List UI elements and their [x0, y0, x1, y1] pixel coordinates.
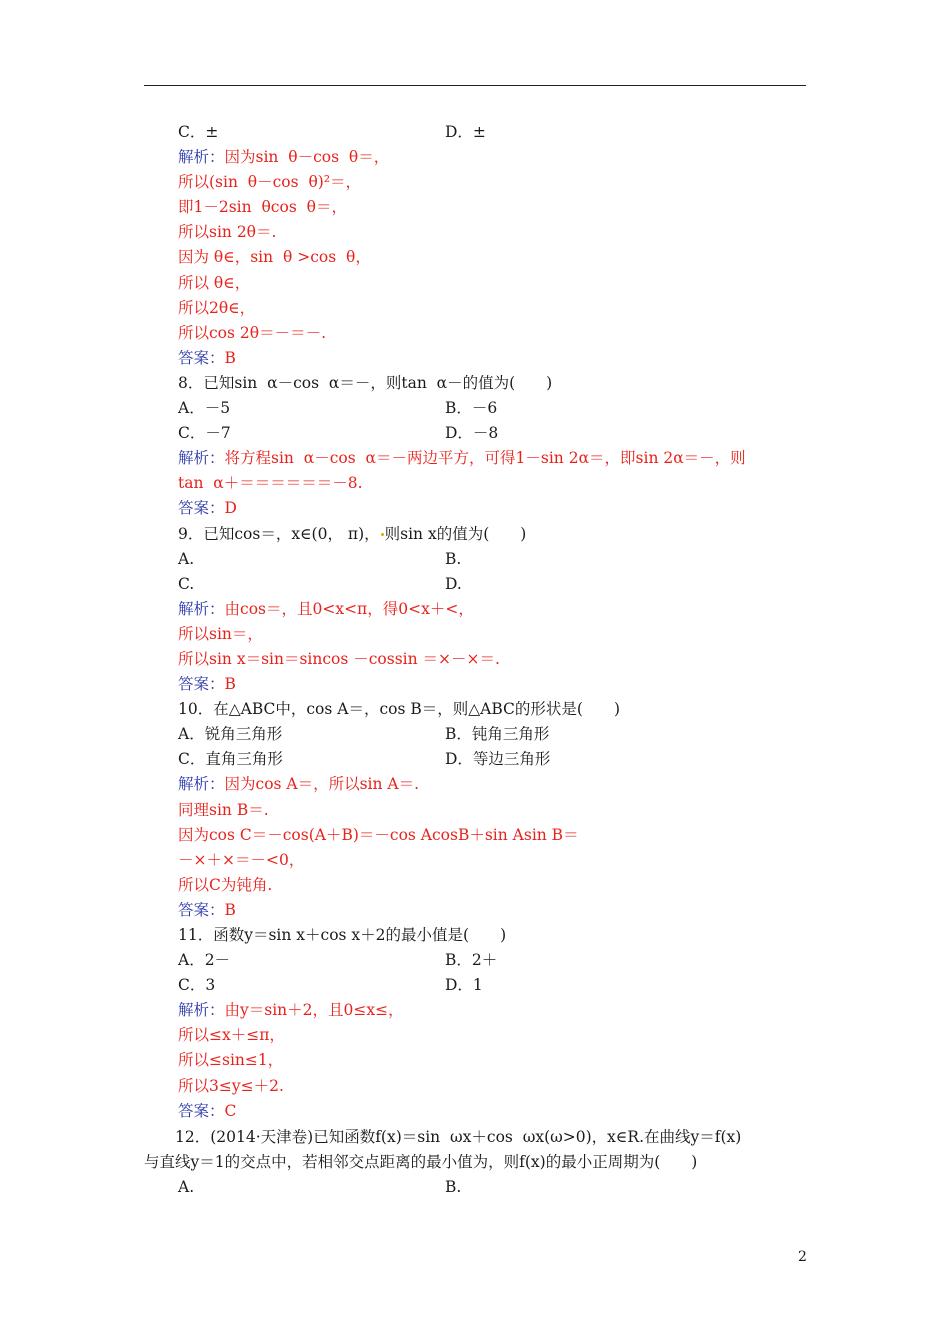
- solution-text: 由y＝sin＋2，且0≤x≤，: [224, 1001, 404, 1020]
- q10-stem: 10．在△ABC中，cos A＝，cos B＝，则△ABC的形状是( ): [178, 700, 620, 719]
- q10-answer: [178, 898, 818, 923]
- page-content: [178, 120, 818, 1124]
- answer-label: 答案：: [178, 499, 225, 518]
- q12-option-b: B.: [445, 1178, 462, 1197]
- q9-stem-part-b: 则sin x的值为( ): [384, 524, 527, 543]
- q12-stem-line-1: 12．(2014·天津卷)已知函数f(x)＝sin ωx＋cos ωx(ω>0)，x∈R.在曲线y＝f(x): [144, 1128, 742, 1146]
- solution-text: 将方程sin α－cos α＝－两边平方，可得1－sin 2α＝，即sin 2α＝－，则: [224, 449, 746, 468]
- solution-text: 所以cos 2θ＝－＝－.: [178, 323, 327, 342]
- solution-text: 所以 θ∈，: [178, 273, 251, 292]
- solution-text: 所以≤sin≤1，: [178, 1051, 284, 1070]
- q11-stem: 11．函数y＝sin x＋cos x＋2的最小值是( ): [178, 926, 507, 944]
- answer-value: B: [224, 900, 236, 919]
- q9-answer: [178, 672, 818, 697]
- solution-text: 因为sin θ－cos θ＝，: [224, 148, 390, 167]
- q12-option-a: A.: [178, 1178, 195, 1197]
- answer-value: B: [224, 348, 236, 367]
- q11-option-b: B．2＋: [445, 951, 498, 970]
- solution-text: 因为 θ∈，sin θ >cos θ，: [178, 248, 371, 267]
- q10-option-a: A．锐角三角形: [178, 725, 283, 744]
- q9-options-ab: [178, 547, 818, 572]
- solution-text: 因为cos C＝－cos(A＋B)＝－cos AcosB＋sin Asin B＝: [178, 825, 579, 844]
- q9-option-d: D.: [445, 574, 462, 593]
- solution-text: tan α＋＝＝＝＝＝＝－8.: [178, 474, 363, 493]
- q8-stem: 8．已知sin α－cos α＝－，则tan α－的值为( ): [178, 373, 553, 392]
- answer-value: B: [224, 675, 236, 694]
- solution-text: 即1－2sin θcos θ＝，: [178, 198, 347, 217]
- q10-options-ab: [178, 722, 818, 747]
- q8-solution-line: [178, 446, 818, 471]
- q9-options-cd: [178, 572, 818, 597]
- solution-label: 解析：: [178, 1001, 225, 1020]
- q11-answer: [178, 1099, 818, 1124]
- q7-answer: [178, 346, 818, 371]
- q10-option-c: C．直角三角形: [178, 750, 283, 769]
- answer-label: 答案：: [178, 1101, 225, 1120]
- solution-text: 所以≤x＋≤π，: [178, 1026, 285, 1045]
- q10-options-cd: [178, 747, 818, 772]
- solution-text: 所以C为钝角.: [178, 875, 273, 894]
- q11-option-c: C．3: [178, 976, 216, 995]
- solution-label: 解析：: [178, 148, 225, 167]
- solution-text: 所以2θ∈，: [178, 298, 256, 317]
- solution-label: 解析：: [178, 599, 225, 618]
- q9-option-b: B.: [445, 549, 462, 568]
- q11-options-cd: [178, 973, 818, 998]
- q10-option-b: B．钝角三角形: [445, 725, 550, 744]
- solution-label: 解析：: [178, 775, 225, 794]
- q11-option-d: D．1: [445, 976, 483, 995]
- solution-text: 同理sin B＝.: [178, 800, 269, 819]
- answer-label: 答案：: [178, 675, 225, 694]
- q10-solution-line: [178, 772, 818, 797]
- solution-text: 所以sin x＝sin＝sincos －cossin ＝×－×＝.: [178, 649, 500, 668]
- solution-label: 解析：: [178, 449, 225, 468]
- solution-text: 所以sin＝，: [178, 624, 263, 643]
- q7-solution-line: [178, 145, 818, 170]
- q9-option-a: A.: [178, 549, 195, 568]
- q8-option-a: A．－5: [178, 399, 231, 418]
- q8-option-d: D．－8: [445, 424, 499, 443]
- q8-options-ab: [178, 396, 818, 421]
- q9-stem-part-a: 9．已知cos＝，x∈(0， π)，: [178, 524, 380, 543]
- answer-label: 答案：: [178, 900, 225, 919]
- solution-text: 所以3≤y≤＋2.: [178, 1076, 284, 1095]
- q11-option-a: A．2－: [178, 951, 231, 970]
- q8-option-c: C．－7: [178, 424, 231, 443]
- q11-options-ab: [178, 948, 818, 973]
- solution-text: 所以sin 2θ＝.: [178, 223, 277, 242]
- q9-solution-line: [178, 597, 818, 622]
- q12-block: [144, 1125, 806, 1200]
- q8-answer: [178, 496, 818, 521]
- solution-text: －×＋×＝－<0，: [178, 850, 305, 869]
- answer-value: D: [224, 499, 237, 518]
- q12-options-ab: [144, 1175, 806, 1200]
- solution-text: 由cos＝，且0<x<π，得0<x＋<，: [224, 599, 474, 618]
- q11-solution-line: [178, 998, 818, 1023]
- q8-options-cd: [178, 421, 818, 446]
- header-rule: [144, 85, 806, 86]
- answer-label: 答案：: [178, 348, 225, 367]
- solution-text: 因为cos A＝，所以sin A＝.: [224, 775, 420, 794]
- q7-option-d: D．±: [445, 123, 486, 141]
- solution-text: 所以(sin θ－cos θ)²＝，: [178, 173, 362, 192]
- q8-option-b: B．－6: [445, 399, 498, 418]
- answer-value: C: [224, 1101, 237, 1120]
- stray-dot-mark: [381, 533, 384, 536]
- q9-stem: [178, 522, 818, 547]
- q9-option-c: C.: [178, 574, 195, 593]
- q7-options-cd: [178, 120, 818, 145]
- q10-option-d: D．等边三角形: [445, 750, 551, 769]
- page-number: 2: [798, 1249, 807, 1265]
- q12-stem-line-2: 与直线y＝1的交点中，若相邻交点距离的最小值为，则f(x)的最小正周期为( ): [144, 1153, 698, 1172]
- q7-option-c: C．±: [178, 123, 219, 141]
